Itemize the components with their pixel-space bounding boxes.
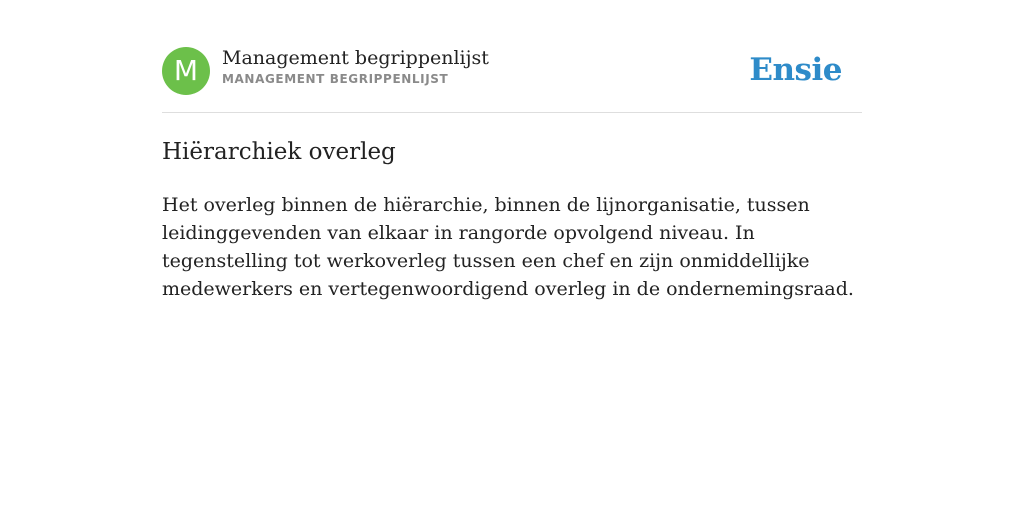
page-container <box>162 0 862 303</box>
page-title: Hiërarchiek overleg <box>162 139 396 165</box>
ensie-logo[interactable]: Ensie <box>749 52 842 88</box>
avatar[interactable]: M <box>162 47 210 95</box>
definition-text: Het overleg binnen de hiërarchie, binnen de lijnorganisatie, tussen leidinggevenden van elkaar in rangorde opvolgend niveau. In tegenstelling tot werkoverleg tussen een chef en zijn onmiddellijke medewerkers en vertegenwoordigend overleg in de ondernemingsraad. <box>162 194 854 300</box>
glossary-title[interactable]: Management begrippenlijst <box>222 47 489 69</box>
header-titles <box>222 46 489 86</box>
header <box>162 0 862 113</box>
glossary-subtitle: MANAGEMENT BEGRIPPENLIJST <box>222 72 449 86</box>
